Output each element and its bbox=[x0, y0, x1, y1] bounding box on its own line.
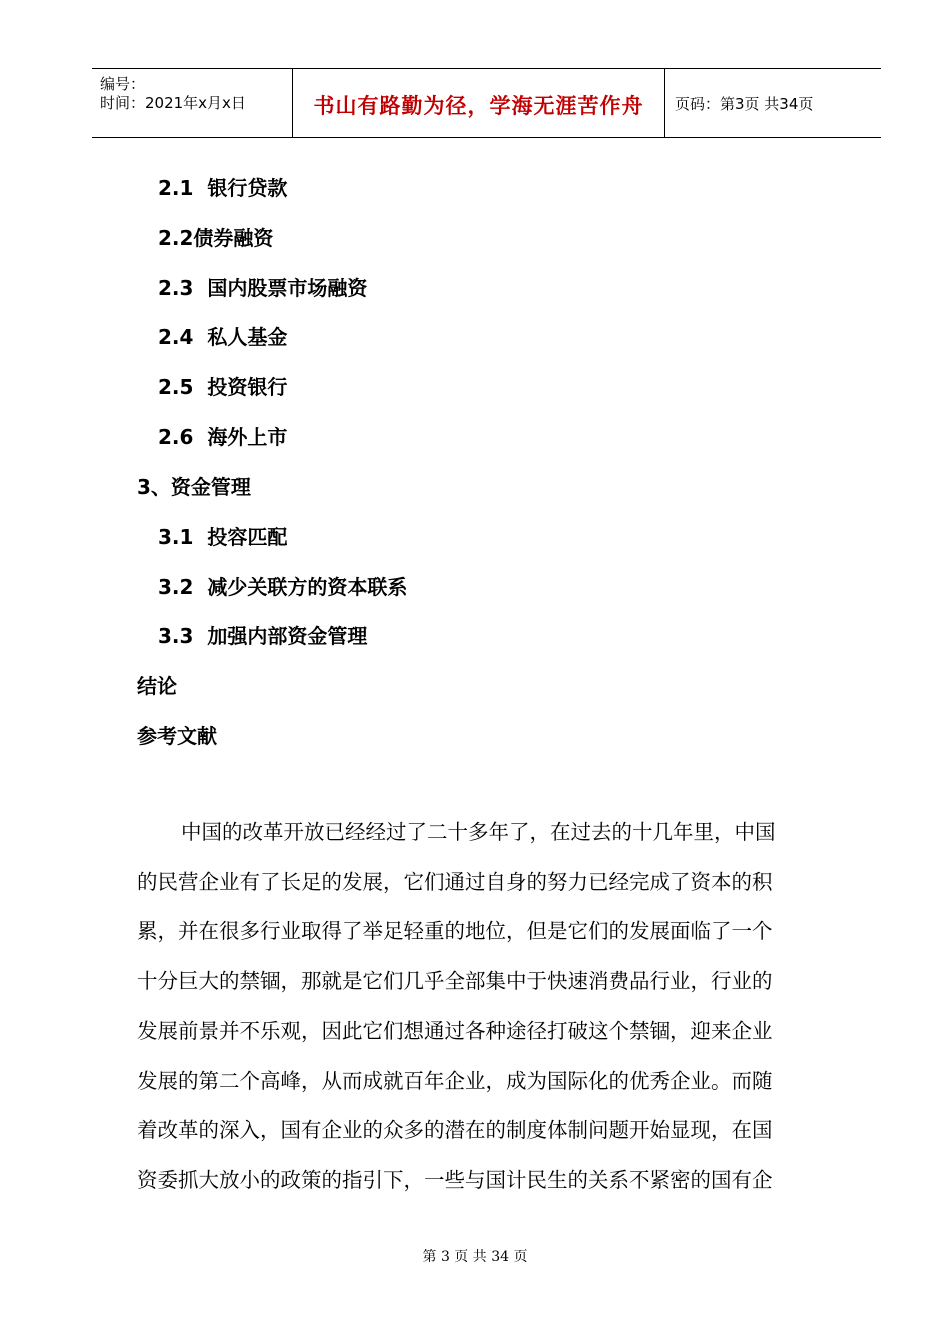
header-motto-cell bbox=[293, 69, 665, 137]
toc-item: 3.1 投容匹配 bbox=[158, 525, 288, 549]
body-line: 发展的第二个高峰，从而成就百年企业，成为国际化的优秀企业。而随 bbox=[137, 1068, 773, 1093]
toc-references: 参考文献 bbox=[137, 724, 217, 748]
body-line: 累，并在很多行业取得了举足轻重的地位，但是它们的发展面临了一个 bbox=[137, 919, 773, 944]
body-line: 十分巨大的禁锢，那就是它们几乎全部集中于快速消费品行业，行业的 bbox=[137, 969, 773, 994]
body-line: 着改革的深入，国有企业的众多的潜在的制度体制问题开始显现，在国 bbox=[137, 1118, 773, 1143]
toc-item: 3.3 加强内部资金管理 bbox=[158, 624, 368, 648]
toc-item: 2.6 海外上市 bbox=[158, 425, 288, 449]
header-page-cell bbox=[665, 69, 881, 137]
body-line: 发展前景并不乐观，因此它们想通过各种途径打破这个禁锢，迎来企业 bbox=[137, 1018, 773, 1043]
toc-item: 3.2 减少关联方的资本联系 bbox=[158, 575, 408, 599]
toc-item: 2.4 私人基金 bbox=[158, 325, 288, 349]
time-label: 时间：2021年x月x日 bbox=[100, 94, 246, 112]
header-meta-cell bbox=[92, 69, 293, 137]
body-line: 中国的改革开放已经经过了二十多年了，在过去的十几年里，中国 bbox=[181, 820, 776, 844]
body-line: 资委抓大放小的政策的指引下，一些与国计民生的关系不紧密的国有企 bbox=[137, 1167, 773, 1192]
number-label: 编号： bbox=[100, 75, 146, 93]
header-motto: 书山有路勤为径，学海无涯苦作舟 bbox=[313, 94, 644, 118]
toc-conclusion: 结论 bbox=[137, 674, 177, 698]
page-header bbox=[92, 68, 881, 138]
toc-item: 2.3 国内股票市场融资 bbox=[158, 276, 368, 300]
header-page-info: 页码：第3页 共34页 bbox=[675, 95, 814, 113]
toc-item: 2.5 投资银行 bbox=[158, 375, 288, 399]
body-line: 的民营企业有了长足的发展，它们通过自身的努力已经完成了资本的积 bbox=[137, 869, 773, 894]
toc-item: 2.1 银行贷款 bbox=[158, 176, 288, 200]
page-footer: 第 3 页 共 34 页 bbox=[422, 1249, 528, 1265]
body-paragraph bbox=[137, 808, 837, 1206]
toc-item: 2.2债券融资 bbox=[158, 226, 274, 250]
toc-section-heading: 3、资金管理 bbox=[137, 475, 251, 499]
